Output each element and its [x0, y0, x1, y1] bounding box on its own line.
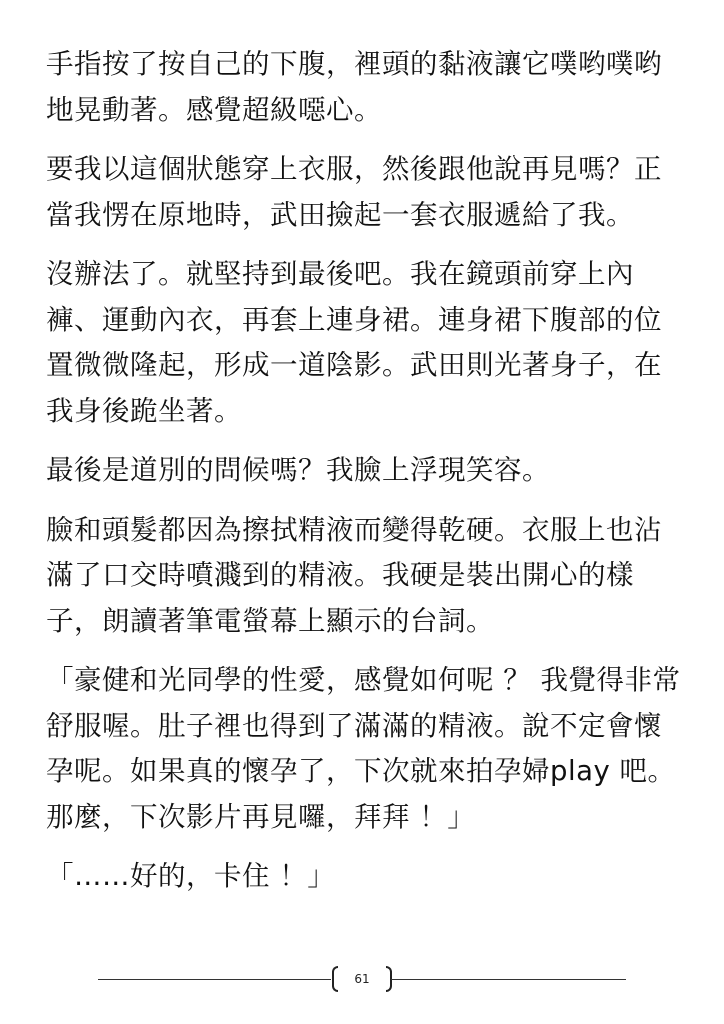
- page-body: [46, 42, 686, 914]
- footer-rule-left: [98, 979, 331, 980]
- page-number: 61: [354, 972, 370, 986]
- page-footer: [98, 964, 626, 996]
- paragraph-1: 手指按了按自己的下腹，裡頭的黏液讓它噗哟噗哟地晃動著。感覺超級噁心。: [46, 48, 662, 126]
- paragraph-2: 要我以這個狀態穿上衣服，然後跟他說再見嗎？正當我愣在原地時，武田撿起一套衣服遞給了我。: [46, 153, 662, 231]
- footer-rule-right: [391, 979, 626, 980]
- paragraph-4: 最後是道別的問候嗎？我臉上浮現笑容。: [46, 454, 550, 486]
- paragraph-6: 「豪健和光同學的性愛，感覺如何呢 ？ 我覺得非常舒服喔。肚子裡也得到了滿滿的精液。說不定會懷孕呢。如果真的懷孕了，下次就來拍孕婦play 吧。那麼，下次影片再見囉，拜拜 ！」: [46, 664, 681, 833]
- paragraph-5: 臉和頭髮都因為擦拭精液而變得乾硬。衣服上也沾滿了口交時噴濺到的精液。我硬是裝出開心的樣子，朗讀著筆電螢幕上顯示的台詞。: [46, 513, 662, 637]
- paragraph-7: 「……好的，卡住 ！」: [46, 860, 336, 892]
- paragraph-3: 沒辦法了。就堅持到最後吧。我在鏡頭前穿上內褲、運動內衣，再套上連身裙。連身裙下腹部的位置微微隆起，形成一道陰影。武田則光著身子，在我身後跪坐著。: [46, 258, 662, 427]
